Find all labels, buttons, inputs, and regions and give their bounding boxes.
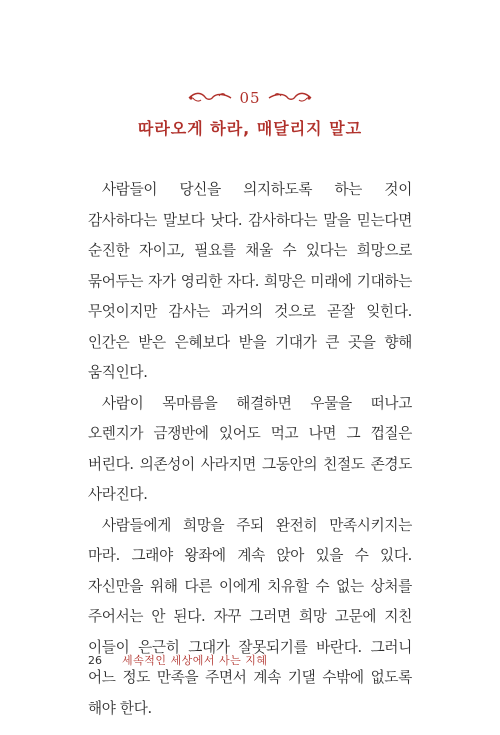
running-book-title: 세속적인 세상에서 사는 지혜 <box>122 654 268 667</box>
page-number: 26 <box>88 654 102 667</box>
chapter-number: 05 <box>239 88 261 107</box>
page-footer <box>88 652 268 668</box>
scroll-ornament-right-icon <box>267 91 313 105</box>
paragraph-2: 사람이 목마름을 해결하면 우물을 떠나고 오렌지가 금쟁반에 있어도 먹고 나면 그 껍질은 버린다. 의존성이 사라지면 그동안의 친절도 존경도 사라진다. <box>88 394 412 503</box>
chapter-header-ornament <box>0 86 500 110</box>
chapter-title: 따라오게 하라, 매달리지 말고 <box>137 119 363 138</box>
body-text <box>88 175 412 724</box>
paragraph-1: 사람들이 당신을 의지하도록 하는 것이 감사하다는 말보다 낫다. 감사하다는 말을 믿는다면 순진한 자이고, 필요를 채울 수 있다는 희망으로 묶어두는 자가 영리한 자다. 희망은 미래에 기대하는 무엇이지만 감사는 과거의 것으로 곧잘 잊힌다. 인간은 받은 은혜보다 받을 기대가 큰 곳을 향해 움직인다. <box>88 181 412 381</box>
paragraph-3: 사람들에게 희망을 주되 완전히 만족시키지는 마라. 그래야 왕좌에 계속 앉아 있을 수 있다. 자신만을 위해 다른 이에게 치유할 수 없는 상처를 주어서는 안 된다. 자꾸 그러면 희망 고문에 지친 이들이 은근히 그대가 잘못되기를 바란다. 그러니 어느 정도 만족을 주면서 계속 기댈 수밖에 없도록 해야 한다. <box>88 516 412 717</box>
scroll-ornament-left-icon <box>187 91 233 105</box>
